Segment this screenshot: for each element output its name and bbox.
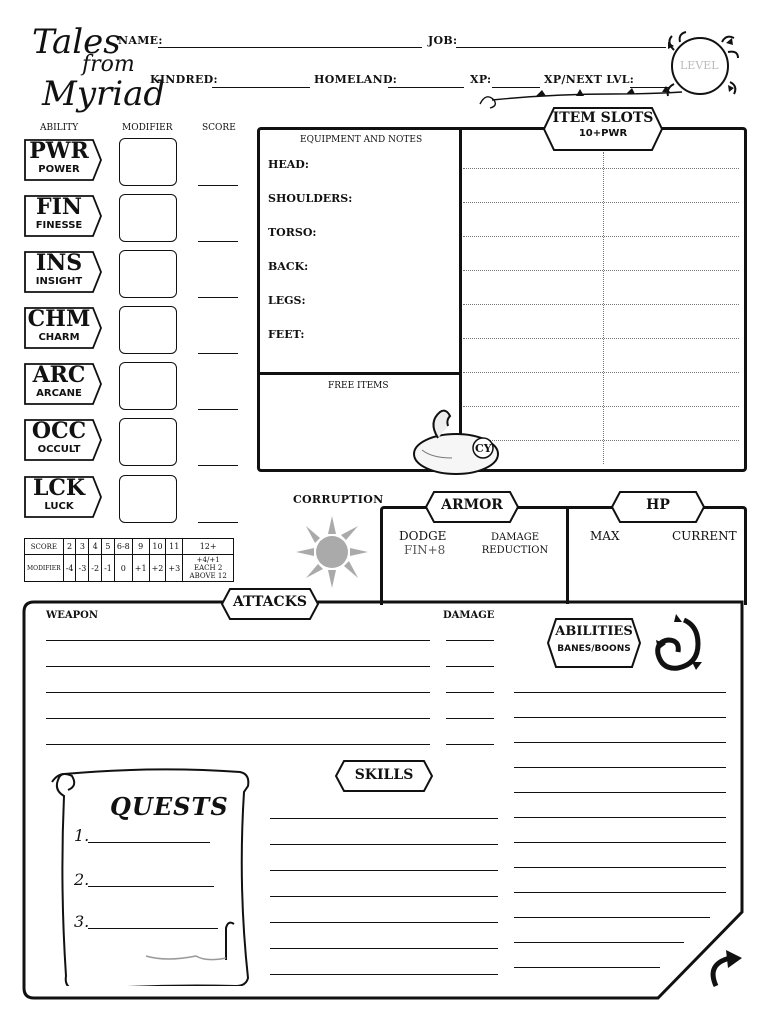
score-cell: 6-8	[114, 539, 132, 555]
item-slot-row[interactable]	[463, 168, 739, 169]
score-field-arc[interactable]	[198, 409, 238, 410]
quests-title: QUESTS	[110, 792, 229, 821]
ability-tag-ins	[23, 250, 103, 294]
modifier-cell: -1	[102, 555, 115, 582]
name-label: NAME:	[118, 34, 163, 47]
item-slot-col-divider	[603, 152, 604, 464]
modifier-cell: 0	[114, 555, 132, 582]
ability-tag-lck	[23, 475, 103, 519]
item-slot-row[interactable]	[463, 372, 739, 373]
skill-line[interactable]	[270, 844, 498, 845]
equip-slot-head[interactable]: HEAD:	[268, 158, 309, 171]
coin-bag-icon	[408, 404, 508, 476]
ability-name: ARCANE	[36, 388, 82, 399]
ability-tag-fin	[23, 194, 103, 238]
modifier-cell: -4	[63, 555, 76, 582]
equip-slot-back[interactable]: BACK:	[268, 260, 309, 273]
score-cell: 5	[102, 539, 115, 555]
item-slots-subtitle: 10+PWR	[578, 128, 628, 139]
damage-line[interactable]	[446, 718, 494, 719]
modifier-cell: +2	[149, 555, 166, 582]
free-items-label: FREE ITEMS	[328, 381, 389, 391]
score-cell: 9	[132, 539, 149, 555]
xp-label: XP:	[470, 73, 492, 86]
modifier-box-occ[interactable]	[119, 418, 177, 466]
modifier-row	[25, 555, 234, 582]
score-modifier-table	[24, 538, 234, 582]
skill-line[interactable]	[270, 922, 498, 923]
skill-line[interactable]	[270, 818, 498, 819]
corruption-label: CORRUPTION	[293, 493, 384, 506]
modifier-box-chm[interactable]	[119, 306, 177, 354]
name-field[interactable]	[158, 47, 422, 48]
weapon-line[interactable]	[46, 718, 430, 719]
armor-hp-divider	[566, 508, 569, 604]
quest-line-3[interactable]	[88, 928, 218, 929]
score-cell: 12+	[183, 539, 234, 555]
equipment-title: EQUIPMENT AND NOTES	[300, 135, 423, 145]
score-field-occ[interactable]	[198, 465, 238, 466]
item-slot-row[interactable]	[463, 202, 739, 203]
page-turn-arrow-icon[interactable]	[700, 944, 748, 992]
quest-num-1: 1.	[74, 826, 90, 845]
ability-code: PWR	[29, 138, 89, 164]
score-field-pwr[interactable]	[198, 185, 238, 186]
col-ability: ABILITY	[40, 123, 79, 133]
ability-name: FINESSE	[35, 220, 83, 231]
item-slot-row[interactable]	[463, 338, 739, 339]
armor-title: ARMOR	[441, 497, 503, 513]
damage-line[interactable]	[446, 692, 494, 693]
ability-tag-arc	[23, 362, 103, 406]
weapon-line[interactable]	[46, 692, 430, 693]
score-field-fin[interactable]	[198, 241, 238, 242]
ability-name: POWER	[38, 164, 80, 175]
item-slot-row[interactable]	[463, 304, 739, 305]
modifier-box-arc[interactable]	[119, 362, 177, 410]
hp-max-label: MAX	[590, 529, 620, 543]
skill-line[interactable]	[270, 974, 498, 975]
ability-name: OCCULT	[37, 444, 81, 455]
abilities-title: ABILITIES	[555, 624, 633, 639]
ability-name: INSIGHT	[35, 276, 83, 287]
ability-entry-line[interactable]	[514, 767, 726, 768]
abilities-emblem-icon	[654, 612, 706, 674]
quest-num-3: 3.	[74, 912, 90, 931]
job-label: JOB:	[428, 34, 458, 47]
score-row-label: SCORE	[25, 539, 64, 555]
quest-num-2: 2.	[74, 870, 90, 889]
item-slot-row[interactable]	[463, 236, 739, 237]
hp-title: HP	[646, 497, 670, 513]
score-field-lck[interactable]	[198, 522, 238, 523]
kindred-label: KINDRED:	[150, 73, 218, 86]
ability-entry-line[interactable]	[514, 967, 660, 968]
ability-code: LCK	[32, 475, 86, 501]
homeland-label: HOMELAND:	[314, 73, 398, 86]
modifier-row-label: MODIFIER	[25, 555, 64, 582]
col-score: SCORE	[202, 123, 236, 133]
score-row	[25, 539, 234, 555]
col-modifier: MODIFIER	[122, 123, 173, 133]
equip-slot-torso[interactable]: TORSO:	[268, 226, 317, 239]
job-field[interactable]	[456, 47, 666, 48]
ability-entry-line[interactable]	[514, 942, 684, 943]
corruption-sun-icon	[290, 512, 374, 592]
ability-entry-line[interactable]	[514, 867, 726, 868]
ability-entry-line[interactable]	[514, 917, 710, 918]
ability-name: CHARM	[38, 332, 80, 343]
score-cell: 11	[166, 539, 183, 555]
modifier-cell: +3	[166, 555, 183, 582]
logo-line-3: Myriad	[42, 74, 166, 114]
weapon-line[interactable]	[46, 744, 430, 745]
ability-entry-line[interactable]	[514, 717, 726, 718]
abilities-subtitle: BANES/BOONS	[557, 644, 631, 654]
item-slots-title: ITEM SLOTS	[552, 110, 654, 126]
ability-code: INS	[35, 250, 83, 276]
damage-line[interactable]	[446, 640, 494, 641]
skill-line[interactable]	[270, 870, 498, 871]
ability-code: OCC	[31, 418, 87, 444]
damage-line[interactable]	[446, 666, 494, 667]
weapon-line[interactable]	[46, 666, 430, 667]
ability-entry-line[interactable]	[514, 742, 726, 743]
modifier-box-ins[interactable]	[119, 250, 177, 298]
damage-label: DAMAGE	[443, 610, 495, 621]
bag-label: CY	[475, 442, 492, 455]
score-field-ins[interactable]	[198, 297, 238, 298]
quest-line-2[interactable]	[88, 886, 214, 887]
ability-code: CHM	[27, 306, 91, 332]
equip-slot-feet[interactable]: FEET:	[268, 328, 305, 341]
equipment-divider-h	[259, 372, 461, 375]
equip-slot-legs[interactable]: LEGS:	[268, 294, 306, 307]
hp-current-label: CURRENT	[672, 529, 737, 543]
weapon-line[interactable]	[46, 640, 430, 641]
logo-line-1: Tales	[32, 22, 121, 62]
skill-line[interactable]	[270, 896, 498, 897]
score-field-chm[interactable]	[198, 353, 238, 354]
modifier-cell: +4/+1 EACH 2 ABOVE 12	[183, 555, 234, 582]
ability-entry-line[interactable]	[514, 692, 726, 693]
equip-slot-shoulders[interactable]: SHOULDERS:	[268, 192, 353, 205]
attacks-title: ATTACKS	[233, 594, 307, 610]
homeland-field[interactable]	[388, 87, 464, 88]
score-cell: 2	[63, 539, 76, 555]
modifier-box-fin[interactable]	[119, 194, 177, 242]
ability-code: FIN	[35, 194, 83, 220]
damage-line[interactable]	[446, 744, 494, 745]
ability-code: ARC	[32, 362, 86, 388]
modifier-cell: -3	[76, 555, 89, 582]
ability-entry-line[interactable]	[514, 842, 726, 843]
score-cell: 3	[76, 539, 89, 555]
modifier-cell: -2	[89, 555, 102, 582]
ability-name: LUCK	[44, 501, 74, 512]
xp-next-label: XP/NEXT LVL:	[544, 73, 635, 86]
ability-entry-line[interactable]	[514, 792, 726, 793]
skills-title: SKILLS	[354, 767, 414, 783]
ability-tag-pwr	[23, 138, 103, 182]
ability-tag-occ	[23, 418, 103, 462]
logo-line-2: from	[82, 52, 135, 77]
damage-reduction-label: DAMAGE REDUCTION	[481, 532, 549, 556]
modifier-box-lck[interactable]	[119, 475, 177, 523]
ability-entry-line[interactable]	[514, 892, 726, 893]
level-label: LEVEL	[680, 59, 719, 72]
ability-tag-chm	[23, 306, 103, 350]
modifier-box-pwr[interactable]	[119, 138, 177, 186]
modifier-cell: +1	[132, 555, 149, 582]
kindred-field[interactable]	[212, 87, 310, 88]
ability-entry-line[interactable]	[514, 817, 726, 818]
skill-line[interactable]	[270, 948, 498, 949]
quest-line-1[interactable]	[88, 842, 210, 843]
score-cell: 4	[89, 539, 102, 555]
weapon-label: WEAPON	[46, 610, 98, 621]
item-slot-row[interactable]	[463, 270, 739, 271]
dodge-formula: FIN+8	[404, 543, 446, 557]
dodge-label: DODGE	[399, 529, 447, 543]
score-cell: 10	[149, 539, 166, 555]
